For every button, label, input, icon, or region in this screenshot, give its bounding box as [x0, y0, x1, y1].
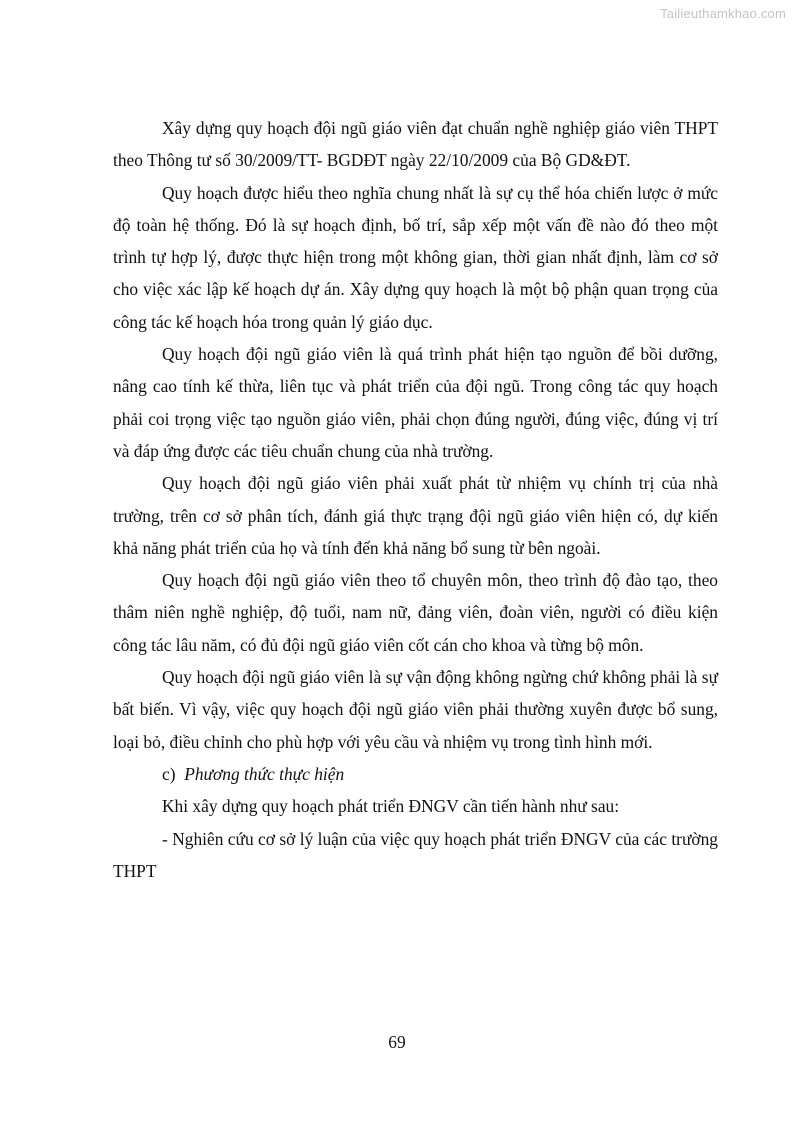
watermark-text: Tailieuthamkhao.com [660, 6, 786, 21]
bullet-item: - Nghiên cứu cơ sở lý luận của việc quy hoạch phát triển ĐNGV của các trường THPT [113, 828, 718, 881]
paragraph-planning-dynamic: Quy hoạch đội ngũ giáo viên là sự vận động không ngừng chứ không phải là sự bất biến. Vì vậy, việc quy hoạch đội ngũ giáo viên phải thường xuyên được bổ sung, loại bỏ, điều chỉnh cho phù hợp với yêu cầu và nhiệm vụ trong tình hình mới. [113, 667, 718, 752]
section-heading [113, 758, 718, 790]
paragraph-planning-criteria: Quy hoạch đội ngũ giáo viên theo tổ chuyên môn, theo trình độ đào tạo, theo thâm niên nghề nghiệp, độ tuổi, nam nữ, đảng viên, đoàn viên, người có điều kiện công tác lâu năm, có đủ đội ngũ giáo viên cốt cán cho khoa và từng bộ môn. [113, 570, 718, 655]
paragraph-planning-definition: Quy hoạch được hiểu theo nghĩa chung nhất là sự cụ thể hóa chiến lược ở mức độ toàn hệ thống. Đó là sự hoạch định, bố trí, sắp xếp một vấn đề nào đó theo một trình tự hợp lý, được thực hiện trong một không gian, thời gian nhất định, làm cơ sở cho việc xác lập kế hoạch dự án. Xây dựng quy hoạch là một bộ phận quan trọng của công tác kế hoạch hóa trong quản lý giáo dục. [113, 182, 718, 332]
paragraph-planning-basis: Quy hoạch đội ngũ giáo viên phải xuất phát từ nhiệm vụ chính trị của nhà trường, trên cơ sở phân tích, đánh giá thực trạng đội ngũ giáo viên hiện có, dự kiến khả năng phát triển của họ và tính đến khả năng bổ sung từ bên ngoài. [113, 473, 718, 558]
document-body [113, 112, 718, 887]
paragraph-planning-process: Quy hoạch đội ngũ giáo viên là quá trình phát hiện tạo nguồn để bồi dưỡng, nâng cao tính kế thừa, liên tục và phát triển của đội ngũ. Trong công tác quy hoạch phải coi trọng việc tạo nguồn giáo viên, phải chọn đúng người, đúng việc, đúng vị trí và đáp ứng được các tiêu chuẩn chung của nhà trường. [113, 344, 718, 461]
paragraph-intro: Khi xây dựng quy hoạch phát triển ĐNGV cần tiến hành như sau: [162, 796, 620, 817]
page-number: 69 [388, 1032, 406, 1052]
paragraph-standard: Xây dựng quy hoạch đội ngũ giáo viên đạt chuẩn nghề nghiệp giáo viên THPT theo Thông tư số 30/2009/TT- BGDĐT ngày 22/10/2009 của Bộ GD&ĐT. [113, 118, 718, 171]
section-title: Phương thức thực hiện [184, 763, 345, 784]
section-marker: c) [162, 763, 176, 784]
